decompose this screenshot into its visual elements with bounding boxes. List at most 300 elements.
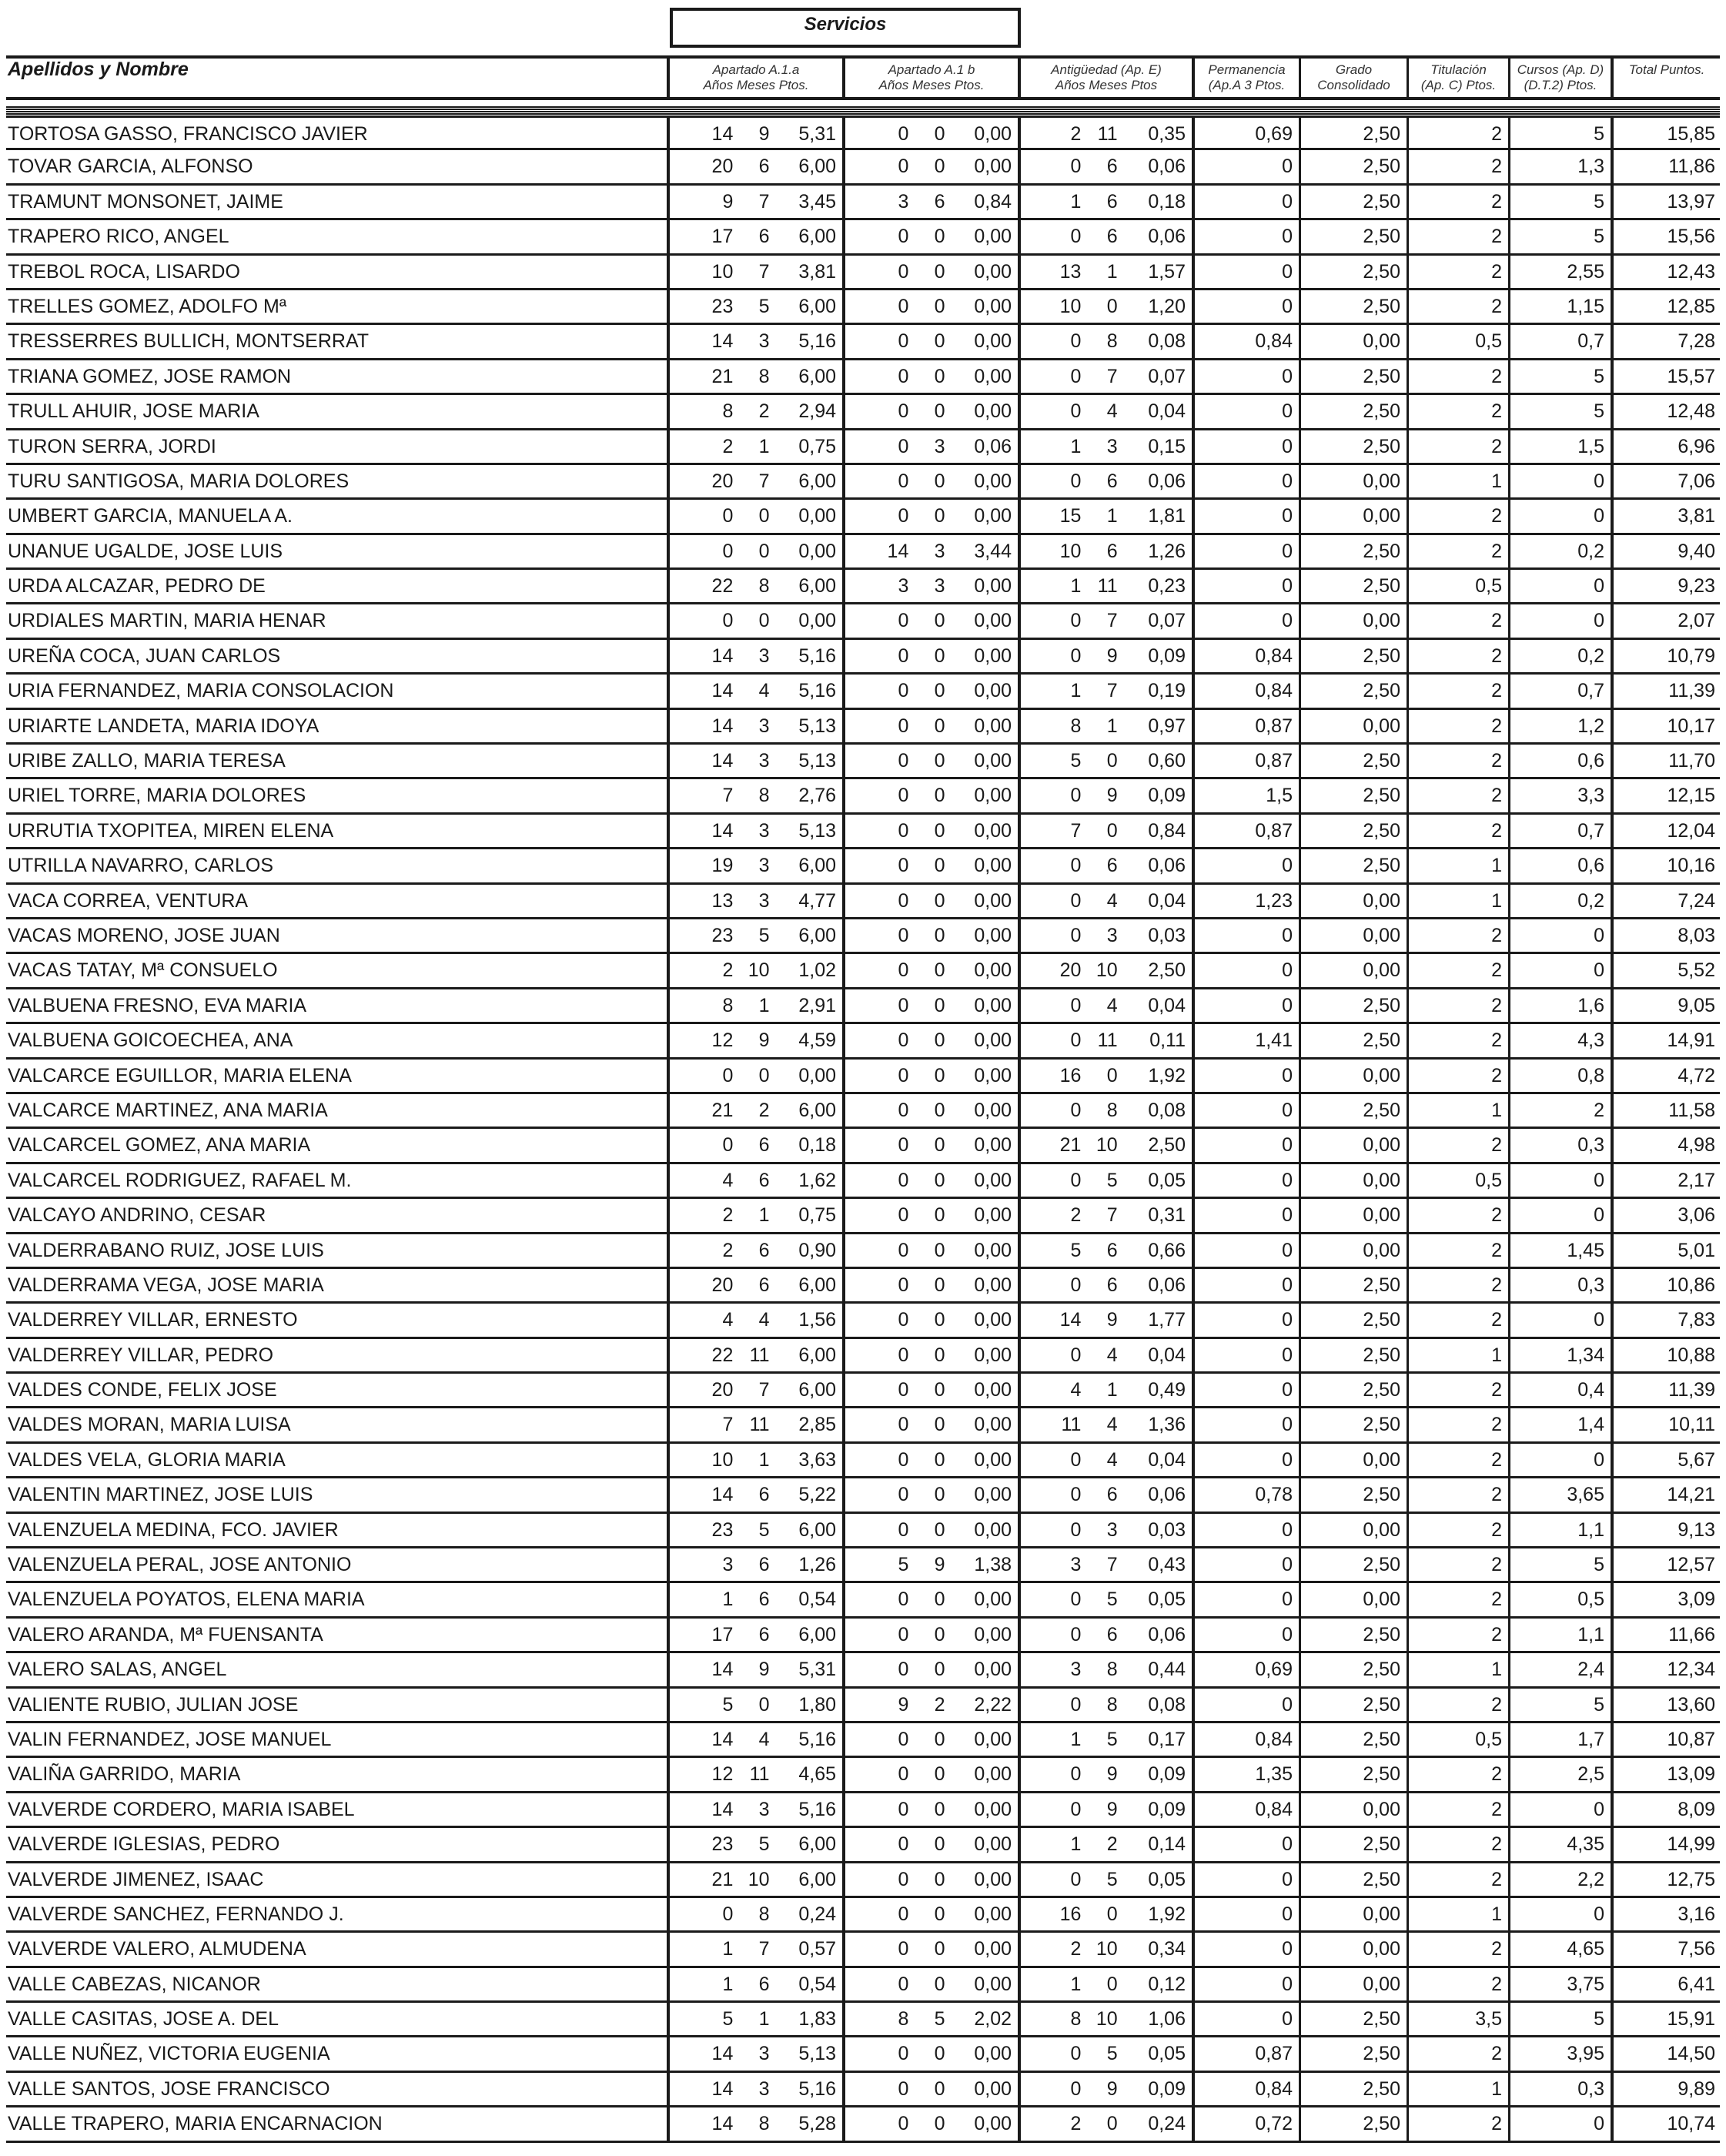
cell-permanencia: 0 xyxy=(1195,2003,1301,2035)
cell-titulacion: 2 xyxy=(1409,186,1510,218)
cell-a1a-anos: 14 xyxy=(711,1659,734,1681)
cell-a1b-meses: 0 xyxy=(934,260,945,283)
group-a1b xyxy=(845,604,1021,637)
group-a1a xyxy=(670,1269,845,1301)
cell-grado: 2,50 xyxy=(1301,1094,1409,1127)
cell-antig-anos: 0 xyxy=(1070,1763,1082,1786)
group-a1b xyxy=(845,675,1021,707)
cell-cursos: 1,34 xyxy=(1510,1339,1614,1371)
cell-total: 7,83 xyxy=(1677,1309,1715,1331)
cell-permanencia: 0 xyxy=(1195,1583,1301,1615)
cell-grado: 2,50 xyxy=(1301,849,1409,882)
cell-a1b-ptos: 0,00 xyxy=(974,680,1012,702)
cell-antig-anos: 0 xyxy=(1070,1798,1082,1820)
cell-a1a-meses: 2 xyxy=(758,400,770,423)
cell-a1b-ptos: 0,00 xyxy=(974,959,1012,982)
cell-a1a-anos: 14 xyxy=(711,750,734,772)
cell-name: TURON SERRA, JORDI xyxy=(6,430,670,463)
cell-a1b-ptos: 0,00 xyxy=(974,1833,1012,1856)
cell-antig-meses: 6 xyxy=(1106,855,1118,877)
cell-a1b-anos: 0 xyxy=(898,715,909,737)
cell-grado: 2,50 xyxy=(1301,675,1409,707)
cell-a1b-ptos: 0,00 xyxy=(974,1623,1012,1645)
cell-permanencia: 0 xyxy=(1195,954,1301,986)
table-row xyxy=(6,535,1720,570)
cell-permanencia: 0 xyxy=(1195,1269,1301,1301)
cell-a1a-ptos: 0,24 xyxy=(798,1903,837,1925)
cell-grado: 2,50 xyxy=(1301,220,1409,253)
cell-grado: 2,50 xyxy=(1301,2073,1409,2105)
cell-name: VALBUENA FRESNO, EVA MARIA xyxy=(6,989,670,1022)
cell-a1a-ptos: 4,77 xyxy=(798,889,837,912)
cell-antig-anos: 0 xyxy=(1070,994,1082,1016)
cell-a1a-meses: 8 xyxy=(758,785,770,807)
cell-total: 9,89 xyxy=(1677,2077,1715,2100)
table-row xyxy=(6,1758,1720,1793)
cell-a1b-meses: 0 xyxy=(934,1589,945,1611)
cell-total: 3,06 xyxy=(1677,1204,1715,1227)
group-a1a xyxy=(670,430,845,463)
cell-permanencia: 0 xyxy=(1195,500,1301,532)
cell-cursos: 5 xyxy=(1510,1689,1614,1721)
cell-grado: 2,50 xyxy=(1301,1653,1409,1686)
table-row xyxy=(6,885,1720,919)
cell-a1a-anos: 0 xyxy=(722,1134,734,1157)
cell-antig-meses: 4 xyxy=(1106,994,1118,1016)
cell-name: VALVERDE IGLESIAS, PEDRO xyxy=(6,1828,670,1860)
cell-antig-ptos: 0,35 xyxy=(1148,123,1186,145)
cell-antig-anos: 0 xyxy=(1070,226,1082,248)
cell-permanencia: 0 xyxy=(1195,1689,1301,1721)
group-antiguedad xyxy=(1021,2003,1195,2035)
cell-grado: 2,50 xyxy=(1301,256,1409,288)
cell-a1b-anos: 0 xyxy=(898,889,909,912)
table-header xyxy=(6,55,1720,100)
cell-cursos: 1,5 xyxy=(1510,430,1614,463)
cell-antig-anos: 0 xyxy=(1070,2043,1082,2065)
group-a1b xyxy=(845,1060,1021,1092)
cell-name: VALDERRAMA VEGA, JOSE MARIA xyxy=(6,1269,670,1301)
table-row xyxy=(6,256,1720,290)
cell-a1b-anos: 0 xyxy=(898,610,909,632)
cell-a1b-meses: 0 xyxy=(934,1903,945,1925)
cell-a1b-anos: 0 xyxy=(898,156,909,178)
cell-a1a-anos: 14 xyxy=(711,680,734,702)
cell-cursos: 1,45 xyxy=(1510,1234,1614,1267)
cell-grado: 0,00 xyxy=(1301,500,1409,532)
table-row xyxy=(6,1723,1720,1758)
group-antiguedad xyxy=(1021,815,1195,847)
cell-a1a-anos: 23 xyxy=(711,1518,734,1541)
cell-cursos: 1,4 xyxy=(1510,1408,1614,1441)
cell-permanencia: 0 xyxy=(1195,1094,1301,1127)
cell-antig-anos: 8 xyxy=(1070,715,1082,737)
cell-total: 9,13 xyxy=(1677,1518,1715,1541)
group-a1a xyxy=(670,885,845,917)
cell-total: 7,06 xyxy=(1677,470,1715,492)
group-antiguedad xyxy=(1021,256,1195,288)
cell-a1b-ptos: 0,00 xyxy=(974,1973,1012,1995)
cell-antig-meses: 5 xyxy=(1106,1169,1118,1191)
cell-antig-anos: 0 xyxy=(1070,1169,1082,1191)
cell-cursos: 5 xyxy=(1510,2003,1614,2035)
cell-antig-meses: 4 xyxy=(1106,889,1118,912)
cell-a1a-meses: 11 xyxy=(749,1763,770,1786)
cell-a1a-anos: 20 xyxy=(711,470,734,492)
cell-total: 9,40 xyxy=(1677,540,1715,562)
group-antiguedad xyxy=(1021,1723,1195,1756)
cell-titulacion: 2 xyxy=(1409,1828,1510,1860)
cell-a1a-meses: 5 xyxy=(758,1833,770,1856)
cell-a1a-meses: 3 xyxy=(758,2043,770,2065)
cell-total: 15,56 xyxy=(1667,226,1715,248)
group-a1b xyxy=(845,1548,1021,1581)
cell-antig-ptos: 0,18 xyxy=(1148,190,1186,213)
table-row xyxy=(6,1689,1720,1723)
cell-permanencia: 1,35 xyxy=(1195,1758,1301,1790)
group-a1b xyxy=(845,1164,1021,1197)
cell-titulacion: 2 xyxy=(1409,1234,1510,1267)
cell-total: 12,48 xyxy=(1667,400,1715,423)
group-a1b xyxy=(845,1339,1021,1371)
cell-grado: 0,00 xyxy=(1301,1060,1409,1092)
group-antiguedad xyxy=(1021,1968,1195,2000)
table-row xyxy=(6,2073,1720,2107)
cell-a1b-anos: 0 xyxy=(898,1414,909,1436)
cell-a1a-ptos: 0,90 xyxy=(798,1239,837,1261)
cell-grado: 0,00 xyxy=(1301,1234,1409,1267)
cell-a1b-meses: 0 xyxy=(934,994,945,1016)
cell-antig-anos: 1 xyxy=(1070,680,1082,702)
table-row xyxy=(6,395,1720,430)
group-antiguedad xyxy=(1021,1164,1195,1197)
cell-a1a-meses: 1 xyxy=(758,994,770,1016)
table-row xyxy=(6,150,1720,185)
cell-antig-ptos: 1,92 xyxy=(1148,1903,1186,1925)
cell-total: 15,85 xyxy=(1667,123,1715,145)
cell-grado: 2,50 xyxy=(1301,989,1409,1022)
cell-antig-meses: 3 xyxy=(1106,1518,1118,1541)
cell-a1a-meses: 0 xyxy=(758,1064,770,1086)
cell-a1b-ptos: 0,00 xyxy=(974,295,1012,317)
group-a1b xyxy=(845,885,1021,917)
table-row xyxy=(6,604,1720,639)
cell-antig-meses: 5 xyxy=(1106,2043,1118,2065)
cell-a1a-ptos: 2,85 xyxy=(798,1414,837,1436)
cell-a1a-meses: 1 xyxy=(758,1448,770,1471)
cell-a1b-anos: 0 xyxy=(898,505,909,527)
cell-a1a-meses: 4 xyxy=(758,680,770,702)
cell-permanencia: 0 xyxy=(1195,1164,1301,1197)
cell-antig-ptos: 0,19 xyxy=(1148,680,1186,702)
cell-name: TRIANA GOMEZ, JOSE RAMON xyxy=(6,360,670,393)
cell-antig-meses: 9 xyxy=(1106,1309,1118,1331)
cell-a1a-anos: 10 xyxy=(711,1448,734,1471)
group-a1a xyxy=(670,1408,845,1441)
cell-antig-ptos: 0,06 xyxy=(1148,1484,1186,1506)
cell-antig-ptos: 0,05 xyxy=(1148,1868,1186,1890)
group-antiguedad xyxy=(1021,186,1195,218)
cell-cursos: 0,2 xyxy=(1510,535,1614,567)
cell-a1a-anos: 0 xyxy=(722,610,734,632)
cell-a1a-meses: 6 xyxy=(758,1169,770,1191)
cell-a1b-ptos: 3,44 xyxy=(974,540,1012,562)
cell-antig-meses: 0 xyxy=(1106,2113,1118,2135)
cell-antig-anos: 0 xyxy=(1070,1344,1082,1366)
cell-a1a-meses: 5 xyxy=(758,1518,770,1541)
cell-antig-ptos: 0,03 xyxy=(1148,924,1186,946)
cell-a1a-meses: 5 xyxy=(758,924,770,946)
cell-grado: 0,00 xyxy=(1301,919,1409,952)
cell-antig-ptos: 0,09 xyxy=(1148,2077,1186,2100)
cell-titulacion: 2 xyxy=(1409,1478,1510,1511)
cell-permanencia: 0 xyxy=(1195,430,1301,463)
cell-name: URDIALES MARTIN, MARIA HENAR xyxy=(6,604,670,637)
group-antiguedad xyxy=(1021,325,1195,357)
group-a1b xyxy=(845,256,1021,288)
cell-a1a-meses: 7 xyxy=(758,190,770,213)
cell-a1b-meses: 0 xyxy=(934,1134,945,1157)
cell-a1b-ptos: 0,84 xyxy=(974,190,1012,213)
cell-antig-anos: 7 xyxy=(1070,819,1082,842)
cell-a1b-ptos: 0,00 xyxy=(974,1938,1012,1960)
table-row xyxy=(6,1164,1720,1199)
group-a1a xyxy=(670,118,845,148)
cell-antig-anos: 0 xyxy=(1070,1589,1082,1611)
cell-a1b-ptos: 0,00 xyxy=(974,644,1012,667)
cell-a1a-meses: 8 xyxy=(758,365,770,387)
cell-a1b-anos: 0 xyxy=(898,1518,909,1541)
cell-name: URIA FERNANDEZ, MARIA CONSOLACION xyxy=(6,675,670,707)
cell-a1b-meses: 0 xyxy=(934,819,945,842)
cell-antig-ptos: 0,44 xyxy=(1148,1659,1186,1681)
cell-total: 7,28 xyxy=(1677,330,1715,353)
cell-cursos: 4,35 xyxy=(1510,1828,1614,1860)
cell-a1a-anos: 0 xyxy=(722,505,734,527)
cell-a1a-ptos: 5,28 xyxy=(798,2113,837,2135)
cell-a1b-anos: 0 xyxy=(898,750,909,772)
cell-a1b-anos: 0 xyxy=(898,1064,909,1086)
cell-a1b-anos: 0 xyxy=(898,680,909,702)
cell-a1b-ptos: 0,00 xyxy=(974,330,1012,353)
cell-total: 9,23 xyxy=(1677,575,1715,598)
cell-a1a-meses: 7 xyxy=(758,1938,770,1960)
cell-total: 7,24 xyxy=(1677,889,1715,912)
cell-antig-meses: 6 xyxy=(1106,540,1118,562)
group-antiguedad xyxy=(1021,500,1195,532)
cell-a1a-meses: 6 xyxy=(758,1554,770,1576)
cell-name: VALVERDE JIMENEZ, ISAAC xyxy=(6,1863,670,1896)
cell-a1a-meses: 9 xyxy=(758,1029,770,1052)
cell-name: VALENZUELA MEDINA, FCO. JAVIER xyxy=(6,1514,670,1546)
cell-cursos: 0,6 xyxy=(1510,745,1614,777)
cell-antig-anos: 0 xyxy=(1070,1029,1082,1052)
cell-a1b-anos: 0 xyxy=(898,924,909,946)
cell-antig-ptos: 0,08 xyxy=(1148,1693,1186,1716)
cell-permanencia: 0 xyxy=(1195,290,1301,323)
cell-name: TRULL AHUIR, JOSE MARIA xyxy=(6,395,670,427)
cell-name: URIEL TORRE, MARIA DOLORES xyxy=(6,779,670,812)
cell-name: VALDES CONDE, FELIX JOSE xyxy=(6,1374,670,1406)
cell-total: 10,16 xyxy=(1667,855,1715,877)
group-a1b xyxy=(845,290,1021,323)
cell-a1b-meses: 0 xyxy=(934,505,945,527)
cell-antig-ptos: 0,06 xyxy=(1148,855,1186,877)
cell-antig-ptos: 0,06 xyxy=(1148,156,1186,178)
cell-cursos: 2 xyxy=(1510,1094,1614,1127)
cell-a1b-meses: 0 xyxy=(934,1763,945,1786)
cell-a1b-ptos: 0,00 xyxy=(974,1903,1012,1925)
cell-name: VALIENTE RUBIO, JULIAN JOSE xyxy=(6,1689,670,1721)
cell-a1a-meses: 0 xyxy=(758,505,770,527)
group-a1a xyxy=(670,1863,845,1896)
cell-a1b-anos: 0 xyxy=(898,365,909,387)
cell-antig-anos: 1 xyxy=(1070,1973,1082,1995)
cell-total: 4,98 xyxy=(1677,1134,1715,1157)
cell-antig-meses: 4 xyxy=(1106,1414,1118,1436)
cell-a1b-ptos: 0,00 xyxy=(974,1274,1012,1296)
table-row xyxy=(6,1898,1720,1933)
cell-a1a-anos: 14 xyxy=(711,1484,734,1506)
cell-a1a-ptos: 6,00 xyxy=(798,1833,837,1856)
cell-a1a-anos: 10 xyxy=(711,260,734,283)
cell-permanencia: 0,87 xyxy=(1195,710,1301,742)
cell-titulacion: 2 xyxy=(1409,360,1510,393)
group-a1a xyxy=(670,1024,845,1056)
group-antiguedad xyxy=(1021,2107,1195,2140)
cell-a1b-meses: 0 xyxy=(934,1798,945,1820)
cell-a1b-anos: 0 xyxy=(898,1973,909,1995)
group-a1a xyxy=(670,1828,845,1860)
cell-cursos: 0 xyxy=(1510,1199,1614,1231)
cell-antig-anos: 21 xyxy=(1059,1134,1082,1157)
cell-name: VACAS TATAY, Mª CONSUELO xyxy=(6,954,670,986)
cell-a1a-meses: 11 xyxy=(749,1344,770,1366)
cell-name: VALVERDE VALERO, ALMUDENA xyxy=(6,1933,670,1965)
cell-permanencia: 0,84 xyxy=(1195,675,1301,707)
group-a1b xyxy=(845,186,1021,218)
table-row xyxy=(6,1234,1720,1269)
group-a1b xyxy=(845,220,1021,253)
cell-a1a-meses: 3 xyxy=(758,1798,770,1820)
cell-a1b-meses: 0 xyxy=(934,785,945,807)
cell-a1b-ptos: 0,00 xyxy=(974,819,1012,842)
cell-titulacion: 2 xyxy=(1409,1514,1510,1546)
header-antiguedad: Antigüedad (Ap. E) Años Meses Ptos xyxy=(1021,59,1195,97)
cell-antig-meses: 7 xyxy=(1106,1554,1118,1576)
cell-permanencia: 0 xyxy=(1195,604,1301,637)
cell-grado: 0,00 xyxy=(1301,1793,1409,1826)
cell-permanencia: 0 xyxy=(1195,1444,1301,1476)
cell-antig-meses: 4 xyxy=(1106,1344,1118,1366)
cell-cursos: 0,7 xyxy=(1510,325,1614,357)
cell-titulacion: 2 xyxy=(1409,430,1510,463)
cell-titulacion: 2 xyxy=(1409,1060,1510,1092)
cell-cursos: 1,6 xyxy=(1510,989,1614,1022)
cell-a1a-anos: 23 xyxy=(711,295,734,317)
table-row xyxy=(6,2107,1720,2142)
group-a1a xyxy=(670,815,845,847)
cell-name: TRAMUNT MONSONET, JAIME xyxy=(6,186,670,218)
cell-antig-ptos: 0,04 xyxy=(1148,1448,1186,1471)
group-a1b xyxy=(845,1968,1021,2000)
cell-a1a-ptos: 5,13 xyxy=(798,819,837,842)
group-antiguedad xyxy=(1021,1863,1195,1896)
group-a1b xyxy=(845,1129,1021,1161)
cell-a1a-ptos: 6,00 xyxy=(798,1623,837,1645)
cell-a1b-ptos: 0,00 xyxy=(974,1239,1012,1261)
cell-antig-ptos: 0,60 xyxy=(1148,750,1186,772)
cell-a1a-meses: 6 xyxy=(758,1623,770,1645)
cell-a1b-anos: 0 xyxy=(898,1204,909,1227)
cell-a1b-meses: 0 xyxy=(934,1448,945,1471)
cell-name: TRELLES GOMEZ, ADOLFO Mª xyxy=(6,290,670,323)
group-a1b xyxy=(845,1619,1021,1651)
cell-antig-meses: 8 xyxy=(1106,1099,1118,1121)
cell-cursos: 0 xyxy=(1510,1164,1614,1197)
cell-a1b-meses: 0 xyxy=(934,959,945,982)
cell-cursos: 0,4 xyxy=(1510,1374,1614,1406)
cell-a1b-meses: 0 xyxy=(934,1064,945,1086)
cell-a1b-meses: 0 xyxy=(934,400,945,423)
cell-a1a-meses: 6 xyxy=(758,1589,770,1611)
cell-a1b-ptos: 0,00 xyxy=(974,1868,1012,1890)
cell-antig-anos: 0 xyxy=(1070,785,1082,807)
cell-grado: 2,50 xyxy=(1301,1374,1409,1406)
cell-a1b-anos: 0 xyxy=(898,1169,909,1191)
cell-name: VALLE NUÑEZ, VICTORIA EUGENIA xyxy=(6,2037,670,2070)
cell-a1b-meses: 0 xyxy=(934,1728,945,1750)
group-a1b xyxy=(845,500,1021,532)
cell-antig-meses: 6 xyxy=(1106,190,1118,213)
group-a1b xyxy=(845,919,1021,952)
cell-antig-meses: 7 xyxy=(1106,610,1118,632)
cell-a1b-ptos: 0,00 xyxy=(974,1029,1012,1052)
cell-a1b-ptos: 0,00 xyxy=(974,994,1012,1016)
group-antiguedad xyxy=(1021,570,1195,602)
cell-a1a-meses: 1 xyxy=(758,435,770,457)
cell-a1b-meses: 5 xyxy=(934,2008,945,2030)
group-antiguedad xyxy=(1021,118,1195,148)
group-antiguedad xyxy=(1021,1199,1195,1231)
cell-cursos: 0,2 xyxy=(1510,885,1614,917)
cell-a1a-meses: 10 xyxy=(748,959,770,982)
cell-a1b-ptos: 0,00 xyxy=(974,1344,1012,1366)
group-a1a xyxy=(670,1968,845,2000)
cell-a1b-meses: 0 xyxy=(934,750,945,772)
cell-grado: 0,00 xyxy=(1301,954,1409,986)
group-a1a xyxy=(670,1689,845,1721)
cell-a1a-meses: 9 xyxy=(758,1659,770,1681)
cell-total: 11,66 xyxy=(1668,1623,1715,1645)
cell-a1a-meses: 0 xyxy=(758,1693,770,1716)
cell-a1b-anos: 9 xyxy=(898,1693,909,1716)
group-a1b xyxy=(845,2037,1021,2070)
cell-a1b-anos: 0 xyxy=(898,330,909,353)
cell-total: 11,39 xyxy=(1668,680,1715,702)
cell-antig-ptos: 0,34 xyxy=(1148,1938,1186,1960)
cell-a1b-ptos: 0,00 xyxy=(974,1064,1012,1086)
cell-a1b-anos: 0 xyxy=(898,470,909,492)
cell-a1b-ptos: 1,38 xyxy=(974,1554,1012,1576)
cell-titulacion: 2 xyxy=(1409,395,1510,427)
cell-a1b-ptos: 0,00 xyxy=(974,400,1012,423)
group-antiguedad xyxy=(1021,290,1195,323)
cell-a1b-meses: 0 xyxy=(934,1659,945,1681)
cell-a1a-meses: 1 xyxy=(758,1204,770,1227)
cell-grado: 2,50 xyxy=(1301,1304,1409,1336)
cell-antig-ptos: 0,05 xyxy=(1148,1589,1186,1611)
